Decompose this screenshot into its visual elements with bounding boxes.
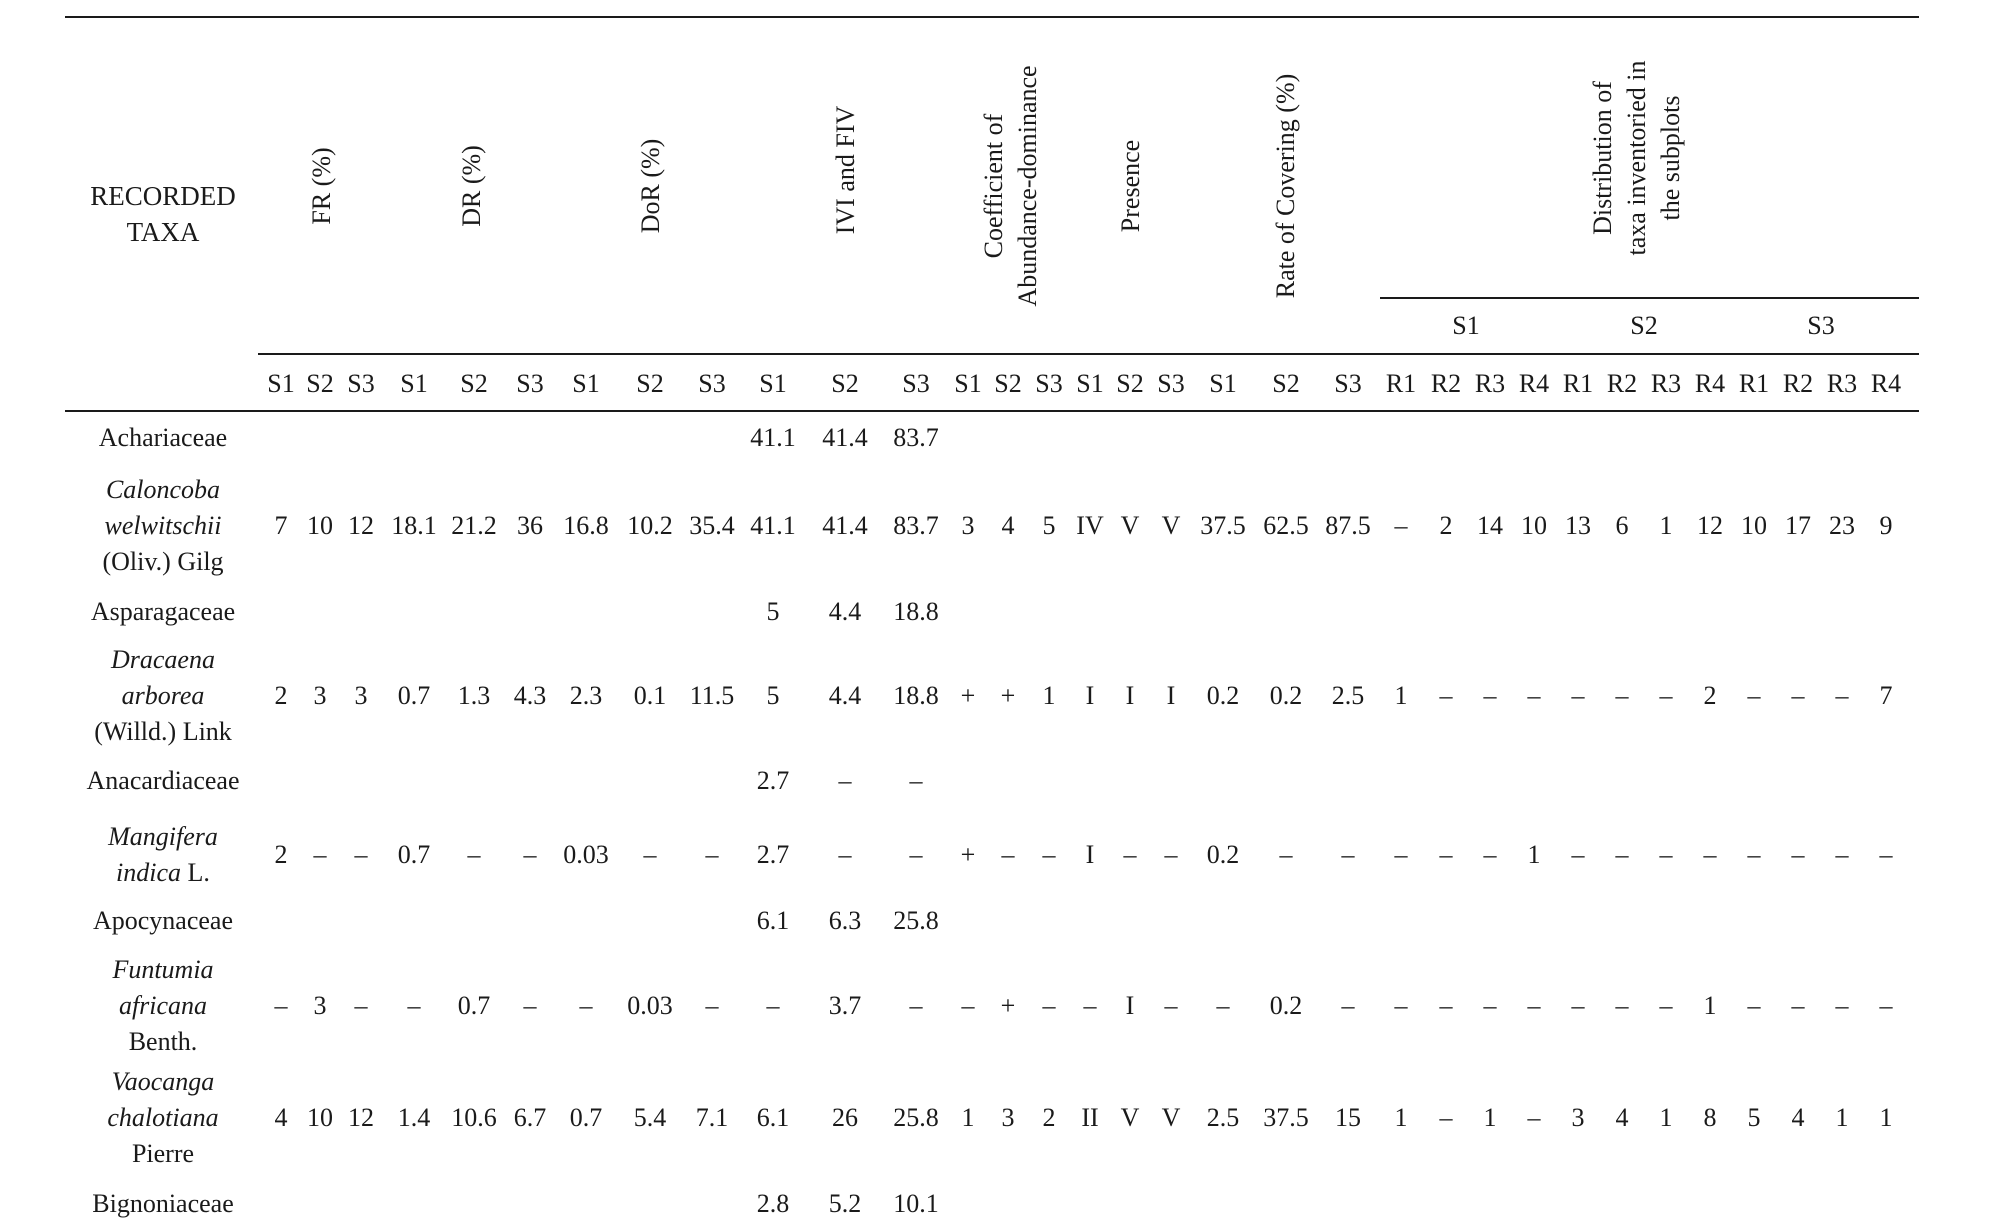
table-cell: 14 [1477, 511, 1503, 540]
dr-group-header: DR (%) [457, 145, 486, 227]
table-cell: 3 [313, 991, 327, 1020]
table-cell: 4.4 [828, 681, 862, 710]
table-cell: 5.4 [633, 1103, 667, 1132]
table-cell: – [1279, 840, 1293, 869]
table-cell: – [1341, 840, 1355, 869]
table-cell: – [909, 840, 923, 869]
table-cell: – [354, 840, 368, 869]
subcolumn-header: S1 [572, 369, 600, 398]
table-cell: 2 [1703, 681, 1717, 710]
table-cell: – [1835, 840, 1849, 869]
table-cell: 10.6 [451, 1103, 497, 1132]
table-cell: – [1659, 840, 1673, 869]
subcolumn-header: S2 [460, 369, 488, 398]
table-cell: – [909, 766, 923, 795]
table-cell: – [1747, 681, 1761, 710]
subcolumn-header: S3 [1334, 369, 1362, 398]
table-cell: 2.7 [756, 766, 790, 795]
subcolumn-header: S2 [1272, 369, 1300, 398]
table-cell: 37.5 [1263, 1103, 1309, 1132]
table-cell: 10 [1741, 511, 1767, 540]
table-cell: – [643, 840, 657, 869]
table-cell: 0.2 [1206, 681, 1240, 710]
taxon-name: Bignoniaceae [92, 1189, 234, 1218]
table-cell: 11.5 [689, 681, 735, 710]
table-cell: 1 [1483, 1103, 1497, 1132]
table-cell: – [1083, 991, 1097, 1020]
table-cell: 17 [1785, 511, 1811, 540]
table-cell: – [313, 840, 327, 869]
table-cell: 1 [1527, 840, 1541, 869]
subcolumn-header: S2 [1116, 369, 1144, 398]
table-cell: – [1571, 991, 1585, 1020]
table-cell: 3 [1001, 1103, 1015, 1132]
table-cell: – [1483, 991, 1497, 1020]
subcolumn-header: S1 [267, 369, 295, 398]
subcolumn-header: S1 [1076, 369, 1104, 398]
subcolumn-header: R3 [1826, 369, 1858, 398]
table-cell: 0.7 [397, 840, 431, 869]
table-cell: 1.3 [457, 681, 491, 710]
distribution-group-rule [1380, 297, 1919, 299]
dist-header-line2: taxa inventoried in [1622, 60, 1651, 256]
table-cell: 5 [766, 681, 780, 710]
table-cell: 26 [832, 1103, 858, 1132]
table-cell: 87.5 [1325, 511, 1371, 540]
table-cell: – [1571, 840, 1585, 869]
dist-site-s3: S3 [1807, 311, 1835, 340]
dist-site-s2: S2 [1630, 311, 1658, 340]
table-cell: II [1081, 1103, 1099, 1132]
table-cell: – [1123, 840, 1137, 869]
table-cell: – [1835, 991, 1849, 1020]
cover-group-header: Rate of Covering (%) [1271, 73, 1300, 299]
table-cell: – [1835, 681, 1849, 710]
subcolumn-header: R4 [1870, 369, 1902, 398]
subcolumn-header: S1 [954, 369, 982, 398]
table-cell: V [1120, 511, 1140, 540]
taxa-header [90, 178, 236, 250]
table-cell: – [354, 991, 368, 1020]
table-cell: 41.1 [750, 511, 796, 540]
table-cell: + [1000, 991, 1016, 1020]
table-cell: IV [1076, 511, 1104, 540]
coef-group-header [977, 65, 1045, 306]
table-cell: 23 [1829, 511, 1855, 540]
table-cell: 36 [517, 511, 543, 540]
table-cell: 6 [1615, 511, 1629, 540]
table-cell: 0.7 [569, 1103, 603, 1132]
subcolumn-header: R4 [1518, 369, 1550, 398]
table-cell: – [1164, 991, 1178, 1020]
dist-site-s1: S1 [1452, 311, 1480, 340]
taxon-name: Asparagaceae [90, 597, 236, 626]
table-cell: 1 [1042, 681, 1056, 710]
table-cell: 2.3 [569, 681, 603, 710]
table-cell: – [1439, 991, 1453, 1020]
table-cell: 6.1 [756, 1103, 790, 1132]
table-cell: – [838, 766, 852, 795]
table-cell: 41.4 [822, 423, 868, 452]
taxa-header-line1: RECORDED [90, 181, 236, 211]
table-cell: – [1394, 840, 1408, 869]
taxon-name: Vaocanga chalotiana Pierre [107, 1067, 219, 1168]
taxon-name: Dracaena arborea (Willd.) Link [94, 645, 232, 746]
table-cell: – [1659, 681, 1673, 710]
table-cell: 1 [1659, 1103, 1673, 1132]
taxon-name: Anacardiaceae [86, 766, 240, 795]
table-cell: 83.7 [893, 511, 939, 540]
table-cell: 10 [307, 1103, 333, 1132]
subcolumn-header: R2 [1430, 369, 1462, 398]
table-cell: – [838, 840, 852, 869]
table-cell: I [1125, 991, 1135, 1020]
table-cell: 0.03 [627, 991, 673, 1020]
subcolumn-header: R1 [1385, 369, 1417, 398]
table-cell: 4.3 [513, 681, 547, 710]
table-cell: – [579, 991, 593, 1020]
table-cell: – [1791, 991, 1805, 1020]
subcolumn-header: S1 [759, 369, 787, 398]
table-cell: 4 [1615, 1103, 1629, 1132]
table-cell: 1 [1835, 1103, 1849, 1132]
table-cell: 1.4 [397, 1103, 431, 1132]
table-cell: – [1527, 991, 1541, 1020]
table-cell: I [1166, 681, 1176, 710]
table-cell: – [467, 840, 481, 869]
subcolumn-header: S3 [698, 369, 726, 398]
table-cell: 0.7 [397, 681, 431, 710]
subcolumn-header: R1 [1738, 369, 1770, 398]
table-cell: 10 [1521, 511, 1547, 540]
table-cell: – [1216, 991, 1230, 1020]
subcolumn-header: S3 [1035, 369, 1063, 398]
table-cell: 16.8 [563, 511, 609, 540]
dist-header-line1: Distribution of [1588, 81, 1617, 235]
coef-header-line2: Abundance-dominance [1013, 65, 1042, 307]
table-cell: 10.1 [893, 1189, 939, 1218]
subcolumn-header: S1 [400, 369, 428, 398]
table-cell: – [1791, 681, 1805, 710]
dor-group-header: DoR (%) [636, 138, 665, 234]
table-cell: 0.2 [1269, 991, 1303, 1020]
table-cell: – [1394, 991, 1408, 1020]
table-cell: V [1120, 1103, 1140, 1132]
subcolumn-header: S2 [306, 369, 334, 398]
subcolumn-header: S3 [347, 369, 375, 398]
subcolumn-header: S2 [994, 369, 1022, 398]
taxa-header-line2: TAXA [126, 217, 200, 247]
table-cell: 3 [313, 681, 327, 710]
table-cell: 2 [274, 681, 288, 710]
table-cell: – [1439, 840, 1453, 869]
table-cell: 4.4 [828, 597, 862, 626]
table-cell: – [1341, 991, 1355, 1020]
table-cell: 0.7 [457, 991, 491, 1020]
table-cell: 5 [1747, 1103, 1761, 1132]
fr-group-header: FR (%) [307, 147, 336, 225]
table-cell: – [1747, 991, 1761, 1020]
table-cell: – [1879, 840, 1893, 869]
table-cell: – [1527, 681, 1541, 710]
table-cell: – [766, 991, 780, 1020]
table-cell: 3 [1571, 1103, 1585, 1132]
table-cell: 4 [274, 1103, 288, 1132]
table-cell: – [909, 991, 923, 1020]
table-cell: 5 [766, 597, 780, 626]
table-cell: 6.3 [828, 906, 862, 935]
table-cell: 0.1 [633, 681, 667, 710]
table-cell: 2 [274, 840, 288, 869]
table-cell: 25.8 [893, 906, 939, 935]
table-cell: 62.5 [1263, 511, 1309, 540]
table-cell: – [1527, 1103, 1541, 1132]
table-cell: V [1161, 1103, 1181, 1132]
table-cell: I [1085, 681, 1095, 710]
table-cell: 18.8 [893, 681, 939, 710]
dist-group-header [1586, 61, 1688, 256]
table-cell: – [1483, 840, 1497, 869]
table-cell: I [1125, 681, 1135, 710]
table-cell: – [1042, 991, 1056, 1020]
table-cell: 1 [1394, 1103, 1408, 1132]
table-cell: 1 [1659, 511, 1673, 540]
table-cell: – [1703, 840, 1717, 869]
table-cell: 25.8 [893, 1103, 939, 1132]
table-cell: 8 [1703, 1103, 1717, 1132]
taxon-name: Funtumia africana Benth. [112, 955, 214, 1056]
table-cell: – [705, 991, 719, 1020]
table-cell: – [1615, 991, 1629, 1020]
subcolumn-header: R2 [1606, 369, 1638, 398]
table-cell: 12 [348, 511, 374, 540]
taxon-name: Apocynaceae [92, 906, 234, 935]
table-cell: 7 [1879, 681, 1893, 710]
taxon-name: Mangifera indica L. [108, 822, 218, 887]
table-cell: 2 [1439, 511, 1453, 540]
table-cell: – [407, 991, 421, 1020]
table-cell: 2 [1042, 1103, 1056, 1132]
presence-group-header: Presence [1116, 139, 1145, 233]
subcolumn-header: S1 [1209, 369, 1237, 398]
table-cell: 3 [354, 681, 368, 710]
table-cell: 35.4 [689, 511, 735, 540]
table-cell: 2.8 [756, 1189, 790, 1218]
table-cell: – [523, 991, 537, 1020]
table-cell: 18.1 [391, 511, 437, 540]
table-cell: 3.7 [828, 991, 862, 1020]
table-cell: – [705, 840, 719, 869]
table-cell: – [1747, 840, 1761, 869]
table-cell: 7.1 [695, 1103, 729, 1132]
subcolumn-header: R2 [1782, 369, 1814, 398]
table-cell: 12 [348, 1103, 374, 1132]
table-cell: – [1439, 1103, 1453, 1132]
table-cell: I [1085, 840, 1095, 869]
subcolumn-header: R4 [1694, 369, 1726, 398]
table-cell: + [960, 681, 976, 710]
table-cell: 0.2 [1206, 840, 1240, 869]
table-cell: – [961, 991, 975, 1020]
table-cell: 2.5 [1331, 681, 1365, 710]
subcolumn-header: R3 [1474, 369, 1506, 398]
table-cell: – [1001, 840, 1015, 869]
table-cell: – [523, 840, 537, 869]
table-cell: V [1161, 511, 1181, 540]
table-cell: – [1164, 840, 1178, 869]
table-cell: – [1615, 840, 1629, 869]
table-cell: – [1483, 681, 1497, 710]
table-cell: 1 [1394, 681, 1408, 710]
table-cell: 10 [307, 511, 333, 540]
taxon-name: Caloncoba welwitschii (Oliv.) Gilg [102, 475, 224, 576]
table-cell: 0.03 [563, 840, 609, 869]
subcolumn-header: S3 [516, 369, 544, 398]
table-cell: 2.7 [756, 840, 790, 869]
table-cell: 12 [1697, 511, 1723, 540]
table-cell: 6.7 [513, 1103, 547, 1132]
table-cell: + [960, 840, 976, 869]
table-cell: 5.2 [828, 1189, 862, 1218]
table-cell: – [1879, 991, 1893, 1020]
table-cell: 5 [1042, 511, 1056, 540]
table-cell: 3 [961, 511, 975, 540]
table-cell: – [1394, 511, 1408, 540]
top-rule [65, 16, 1919, 18]
table-cell: 1 [961, 1103, 975, 1132]
table-cell: 1 [1879, 1103, 1893, 1132]
table-cell: – [1042, 840, 1056, 869]
subcolumn-header: S3 [1157, 369, 1185, 398]
table-cell: – [1571, 681, 1585, 710]
table-cell: – [1659, 991, 1673, 1020]
table-cell: 18.8 [893, 597, 939, 626]
table-cell: 41.1 [750, 423, 796, 452]
ivi-group-header: IVI and FIV [831, 105, 860, 235]
table-cell: – [1791, 840, 1805, 869]
table-cell: – [1439, 681, 1453, 710]
table-cell: 4 [1791, 1103, 1805, 1132]
subcolumn-header: R1 [1562, 369, 1594, 398]
subcolumn-header: S3 [902, 369, 930, 398]
table-cell: 41.4 [822, 511, 868, 540]
table-cell: 21.2 [451, 511, 497, 540]
table-cell: 9 [1879, 511, 1893, 540]
dist-header-line3: the subplots [1656, 95, 1685, 221]
table-cell: 6.1 [756, 906, 790, 935]
table-cell: – [1615, 681, 1629, 710]
subcolumn-header: S2 [831, 369, 859, 398]
subcolumn-header: S2 [636, 369, 664, 398]
table-cell: 13 [1565, 511, 1591, 540]
table-cell: 2.5 [1206, 1103, 1240, 1132]
table-cell: – [274, 991, 288, 1020]
table-cell: 7 [274, 511, 288, 540]
subcolumn-header: R3 [1650, 369, 1682, 398]
table-cell: 1 [1703, 991, 1717, 1020]
table-cell: 83.7 [893, 423, 939, 452]
table-cell: 37.5 [1200, 511, 1246, 540]
header-group-rule [258, 353, 1919, 355]
table-cell: + [1000, 681, 1016, 710]
taxon-name: Achariaceae [98, 423, 228, 452]
table-cell: 4 [1001, 511, 1015, 540]
coef-header-line1: Coefficient of [979, 113, 1008, 259]
table-cell: 0.2 [1269, 681, 1303, 710]
header-bottom-rule [65, 410, 1919, 412]
table-cell: 15 [1335, 1103, 1361, 1132]
table-cell: 10.2 [627, 511, 673, 540]
